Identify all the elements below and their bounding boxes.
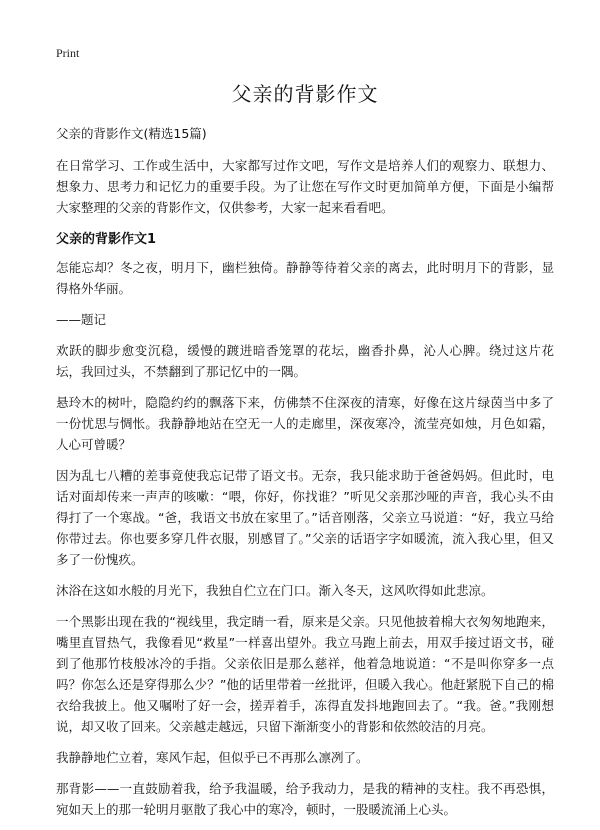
- intro-paragraph: 在日常学习、工作或生活中，大家都写过作文吧，写作文是培养人们的观察力、联想力、想象力、思考力和记忆力的重要手段。为了让您在写作文时更加简单方便，下面是小编帮大家整理的父亲的背影作文，仅供参考，大家一起来看看吧。: [56, 158, 554, 215]
- paragraph: 悬玲木的树叶，隐隐约约的飘落下来，仿佛禁不住深夜的清寒，好像在这片绿茵当中多了一份忧思与惆怅。我静静地站在空无一人的走廊里，深夜寒冷，流莹亮如烛，月色如霜，人心可曾暖？: [56, 395, 554, 452]
- section-heading: 父亲的背影作文1: [56, 232, 157, 247]
- subtitle: 父亲的背影作文(精选15篇): [56, 126, 207, 141]
- paragraph: 一个黑影出现在我的“视线里，我定睛一看，原来是父亲。只见他披着棉大衣匆匆地跑来，嘴里直冒热气，我像看见“救星”一样喜出望外。我立马跑上前去，用双手接过语文书，碰到了他那竹枝般冰冷的手指。父亲依旧是那么慈祥，他着急地说道：“不是叫你穿多一点吗？你怎么还是穿得那么少？”他的话里带着一丝批评，但暖入我心。他赶紧脱下自己的棉衣给我披上。他又嘱咐了好一会，搓弄着手，冻得直发抖地跑回去了。“我。爸。”我刚想说，却又收了回来。父亲越走越远，只留下渐渐变小的背影和依然皎洁的月亮。: [56, 614, 554, 734]
- paragraph: 那背影——一直鼓励着我，给予我温暖，给予我动力，是我的精神的支柱。我不再恐惧，宛如天上的那一轮明月驱散了我心中的寒冷，顿时，一股暖流涌上心头。: [56, 781, 554, 817]
- print-link[interactable]: Print: [56, 46, 80, 60]
- paragraph: 怎能忘却？冬之夜，明月下，幽栏独倚。静静等待着父亲的离去，此时明月下的背影，显得格外华丽。: [56, 260, 554, 296]
- page-title: 父亲的背影作文: [231, 82, 379, 106]
- paragraph: 欢跃的脚步愈变沉稳，缓慢的踱进暗香笼罩的花坛，幽香扑鼻，沁人心脾。绕过这片花坛，我回过头，不禁翻到了那记忆中的一隅。: [56, 343, 554, 379]
- paragraph: 我静静地伫立着，寒风乍起，但似乎已不再那么凛冽了。: [56, 750, 369, 765]
- paragraph: 沐浴在这如水般的月光下，我独自伫立在门口。渐入冬天，这风吹得如此悲凉。: [56, 583, 494, 598]
- document-body: [56, 78, 554, 830]
- epigraph-note: ——题记: [56, 312, 107, 327]
- paragraph: 因为乱七八糟的差事竟使我忘记带了语文书。无奈，我只能求助于爸爸妈妈。但此时，电话对面却传来一声声的咳嗽：“喂，你好，你找谁？”听见父亲那沙哑的声音，我心头不由得打了一个寒战。“爸，我语文书放在家里了。”话音刚落，父亲立马说道：“好，我立马给你带过去。你也要多穿几件衣服，别感冒了。”父亲的话语字字如暖流，流入我心里，但又多了一份愧疚。: [56, 468, 554, 567]
